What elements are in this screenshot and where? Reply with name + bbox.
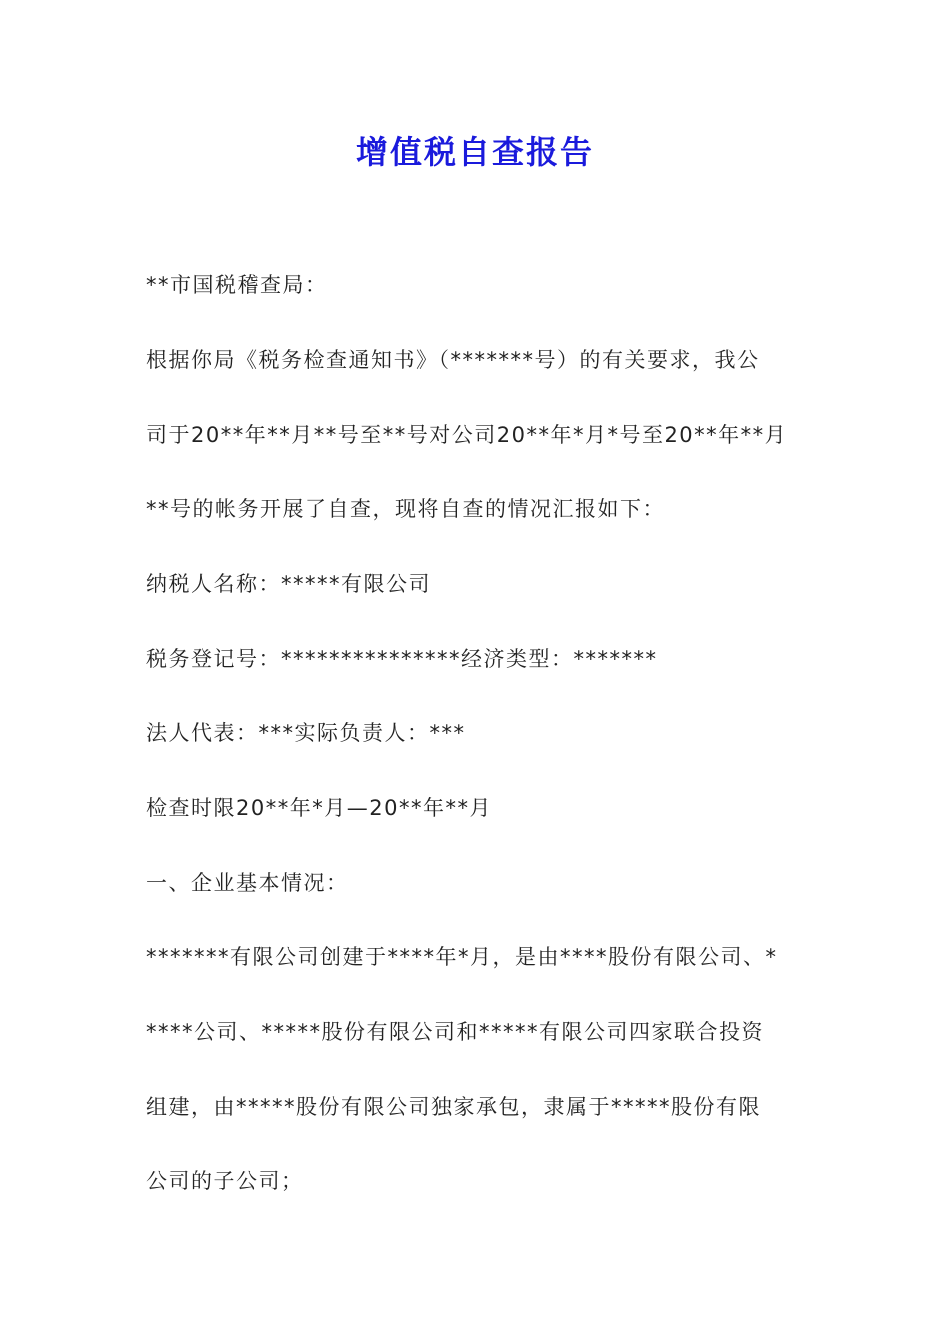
body-line-3: **号的帐务开展了自查，现将自查的情况汇报如下： (146, 497, 665, 521)
company-info-line-3: 组建，由*****股份有限公司独家承包，隶属于*****股份有限 (146, 1095, 761, 1119)
company-info-line-1: *******有限公司创建于****年*月，是由****股份有限公司、* (146, 945, 778, 969)
addressee-line: **市国税稽查局： (146, 273, 328, 297)
inspection-period-line: 检查时限20**年*月—20**年**月 (146, 796, 492, 820)
section-heading-1: 一、企业基本情况： (146, 871, 349, 895)
tax-registration-line: 税务登记号：***************经济类型：******* (146, 647, 658, 671)
body-line-1: 根据你局《税务检查通知书》（*******号）的有关要求，我公 (146, 348, 760, 372)
company-info-line-2: ****公司、*****股份有限公司和*****有限公司四家联合投资 (146, 1020, 764, 1044)
company-info-line-4: 公司的子公司； (146, 1169, 304, 1193)
legal-representative-line: 法人代表：***实际负责人：*** (146, 721, 466, 745)
taxpayer-name-line: 纳税人名称：*****有限公司 (146, 572, 431, 596)
document-title: 增值税自查报告 (355, 133, 594, 171)
body-line-2: 司于20**年**月**号至**号对公司20**年*月*号至20**年**月 (146, 423, 788, 447)
